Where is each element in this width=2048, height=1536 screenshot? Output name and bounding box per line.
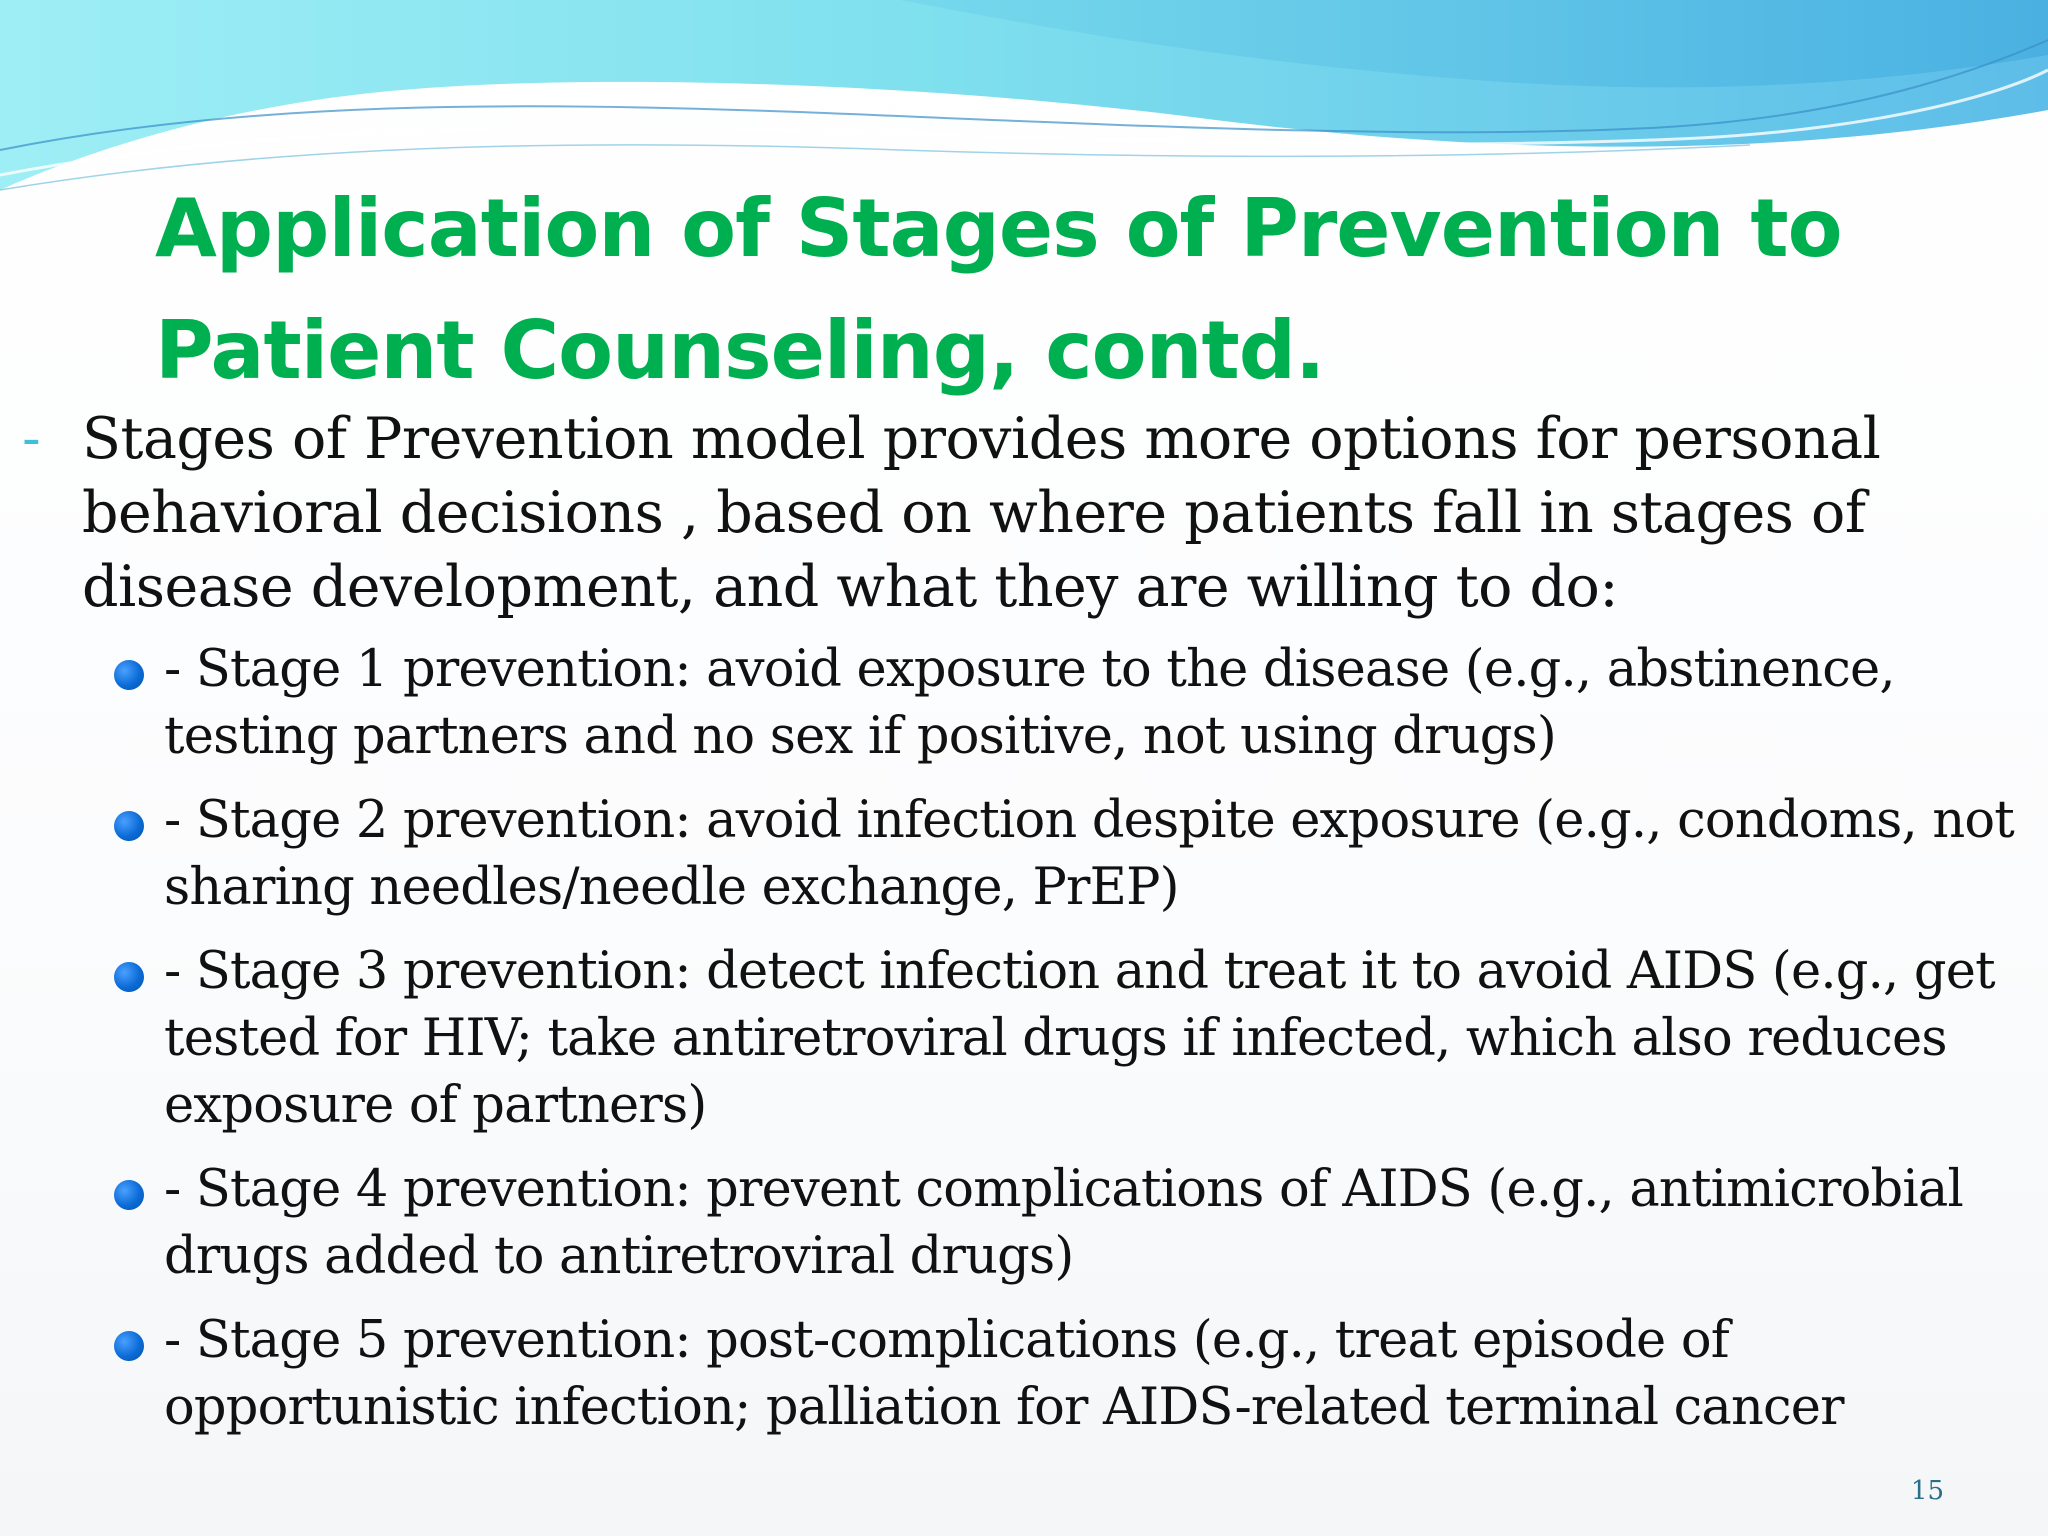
slide-body — [0, 402, 2048, 1458]
slide-title-line-2: Patient Counseling, contd. — [155, 304, 1325, 397]
stage-text: - Stage 1 prevention: avoid exposure to the disease (e.g., abstinence, testing partners and no sex if positive, not using drugs) — [164, 640, 1895, 766]
stage-text: - Stage 3 prevention: detect infection and treat it to avoid AIDS (e.g., get tested for HIV; take antiretroviral drugs if infected, which also reduces exposure of partners) — [164, 942, 1995, 1135]
stages-list — [0, 636, 2048, 1441]
round-bullet-icon — [114, 1331, 144, 1361]
slide-title — [155, 168, 1955, 412]
round-bullet-icon — [114, 811, 144, 841]
dash-bullet-icon: - — [22, 409, 41, 469]
list-item-stage-5 — [0, 1307, 2048, 1441]
round-bullet-icon — [114, 1180, 144, 1210]
intro-paragraph — [0, 402, 2048, 624]
list-item-stage-1 — [0, 636, 2048, 770]
stage-text: - Stage 4 prevention: prevent complications of AIDS (e.g., antimicrobial drugs added to antiretroviral drugs) — [164, 1160, 1963, 1286]
list-item-stage-2 — [0, 787, 2048, 921]
round-bullet-icon — [114, 962, 144, 992]
slide-title-line-1: Application of Stages of Prevention to — [155, 182, 1842, 275]
list-item-stage-4 — [0, 1156, 2048, 1290]
list-item-stage-3 — [0, 938, 2048, 1139]
slide-number: 15 — [1910, 1476, 1944, 1506]
stage-text: - Stage 2 prevention: avoid infection despite exposure (e.g., condoms, not sharing needles/needle exchange, PrEP) — [164, 791, 2014, 917]
round-bullet-icon — [114, 660, 144, 690]
stage-text: - Stage 5 prevention: post-complications (e.g., treat episode of opportunistic infection; palliation for AIDS-related terminal cancer — [164, 1311, 1844, 1437]
intro-text: Stages of Prevention model provides more options for personal behavioral decisions , based on where patients fall in stages of disease development, and what they are willing to do: — [82, 406, 1881, 620]
